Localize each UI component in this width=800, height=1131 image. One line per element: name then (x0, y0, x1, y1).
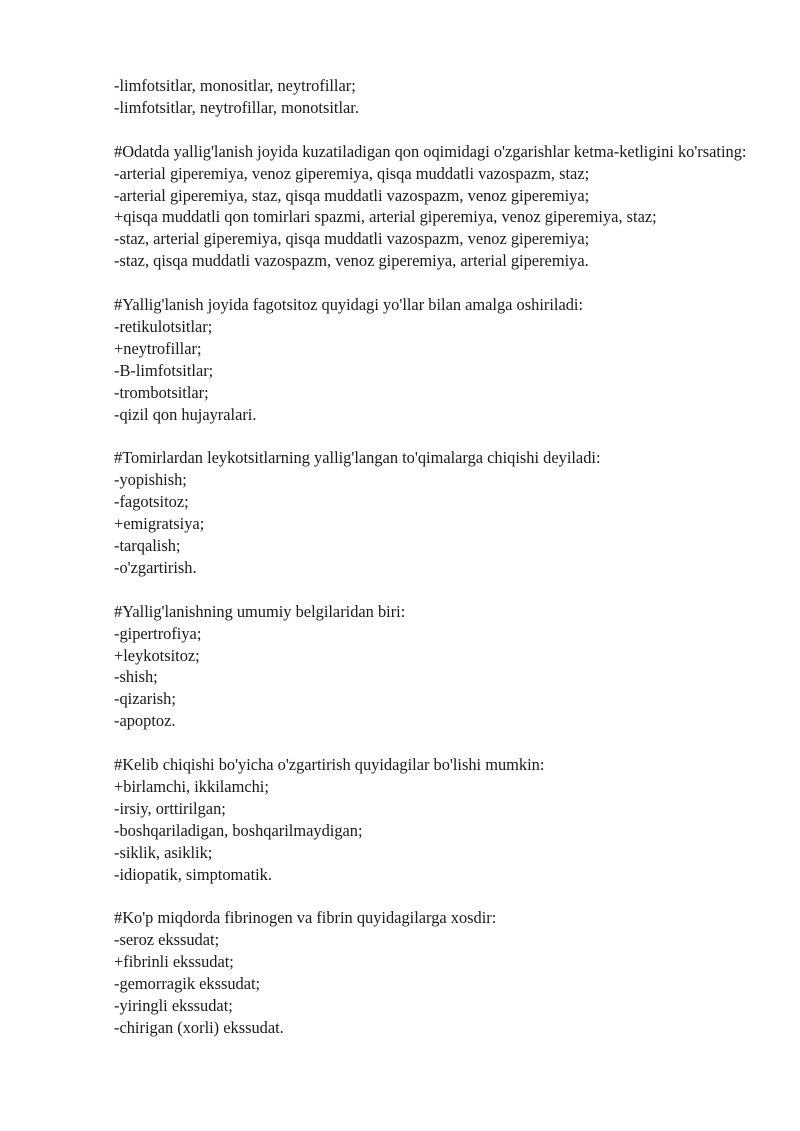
option-text: -gipertrofiya; (114, 623, 202, 643)
intro-options (114, 75, 754, 119)
option-text: +qisqa muddatli qon tomirlari spazmi, arterial giperemiya, venoz giperemiya, staz; (114, 207, 657, 227)
option-text: -limfotsitlar, neytrofillar, monotsitlar. (114, 97, 359, 117)
option-text: -gemorragik ekssudat; (114, 974, 261, 994)
option-text: -seroz ekssudat; (114, 930, 220, 950)
question-block-2 (114, 294, 754, 425)
question-text: #Tomirlardan leykotsitlarning yallig'langan to'qimalarga chiqishi deyiladi: (114, 448, 601, 468)
question-text: #Yallig'lanishning umumiy belgilaridan biri: (114, 601, 406, 621)
document-page (114, 75, 754, 1061)
option-text: -limfotsitlar, monositlar, neytrofillar; (114, 76, 356, 95)
option-text: -shish; (114, 667, 158, 687)
question-block-1 (114, 141, 754, 272)
option-text: -chirigan (xorli) ekssudat. (114, 1017, 284, 1037)
option-text: +leykotsitoz; (114, 645, 200, 665)
option-text: -trombotsitlar; (114, 382, 209, 402)
question-block-3 (114, 447, 754, 578)
option-text: +emigratsiya; (114, 514, 205, 534)
option-text: -qizarish; (114, 689, 176, 709)
option-text: -staz, arterial giperemiya, qisqa muddatli vazospazm, venoz giperemiya; (114, 229, 590, 249)
option-text: -siklik, asiklik; (114, 842, 213, 862)
option-text: -o'zgartirish. (114, 557, 197, 577)
option-text: -apoptoz. (114, 711, 176, 731)
option-text: -qizil qon hujayralari. (114, 404, 257, 424)
question-text: #Odatda yallig'lanish joyida kuzatiladigan qon oqimidagi o'zgarishlar ketma-ketligini ko'rsating: (114, 141, 747, 161)
option-text: -tarqalish; (114, 535, 181, 555)
option-text: -yopishish; (114, 470, 187, 490)
option-text: -idiopatik, simptomatik. (114, 864, 272, 884)
option-text: -fagotsitoz; (114, 492, 189, 512)
option-text: +neytrofillar; (114, 338, 202, 358)
option-text: -retikulotsitlar; (114, 316, 213, 336)
option-text: -B-limfotsitlar; (114, 360, 214, 380)
question-block-4 (114, 601, 754, 732)
question-text: #Ko'p miqdorda fibrinogen va fibrin quyidagilarga xosdir: (114, 908, 497, 928)
option-text: -arterial giperemiya, staz, qisqa muddatli vazospazm, venoz giperemiya; (114, 185, 590, 205)
question-text: #Kelib chiqishi bo'yicha o'zgartirish quyidagilar bo'lishi mumkin: (114, 755, 545, 775)
option-text: -arterial giperemiya, venoz giperemiya, qisqa muddatli vazospazm, staz; (114, 163, 590, 183)
question-text: #Yallig'lanish joyida fagotsitoz quyidagi yo'llar bilan amalga oshiriladi: (114, 295, 584, 315)
option-text: -boshqariladigan, boshqarilmaydigan; (114, 820, 363, 840)
option-text: -yiringli ekssudat; (114, 995, 233, 1015)
option-text: -irsiy, orttirilgan; (114, 798, 226, 818)
option-text: +fibrinli ekssudat; (114, 952, 234, 972)
question-block-5 (114, 754, 754, 885)
option-text: -staz, qisqa muddatli vazospazm, venoz giperemiya, arterial giperemiya. (114, 251, 589, 271)
option-text: +birlamchi, ikkilamchi; (114, 776, 269, 796)
question-block-6 (114, 907, 754, 1038)
